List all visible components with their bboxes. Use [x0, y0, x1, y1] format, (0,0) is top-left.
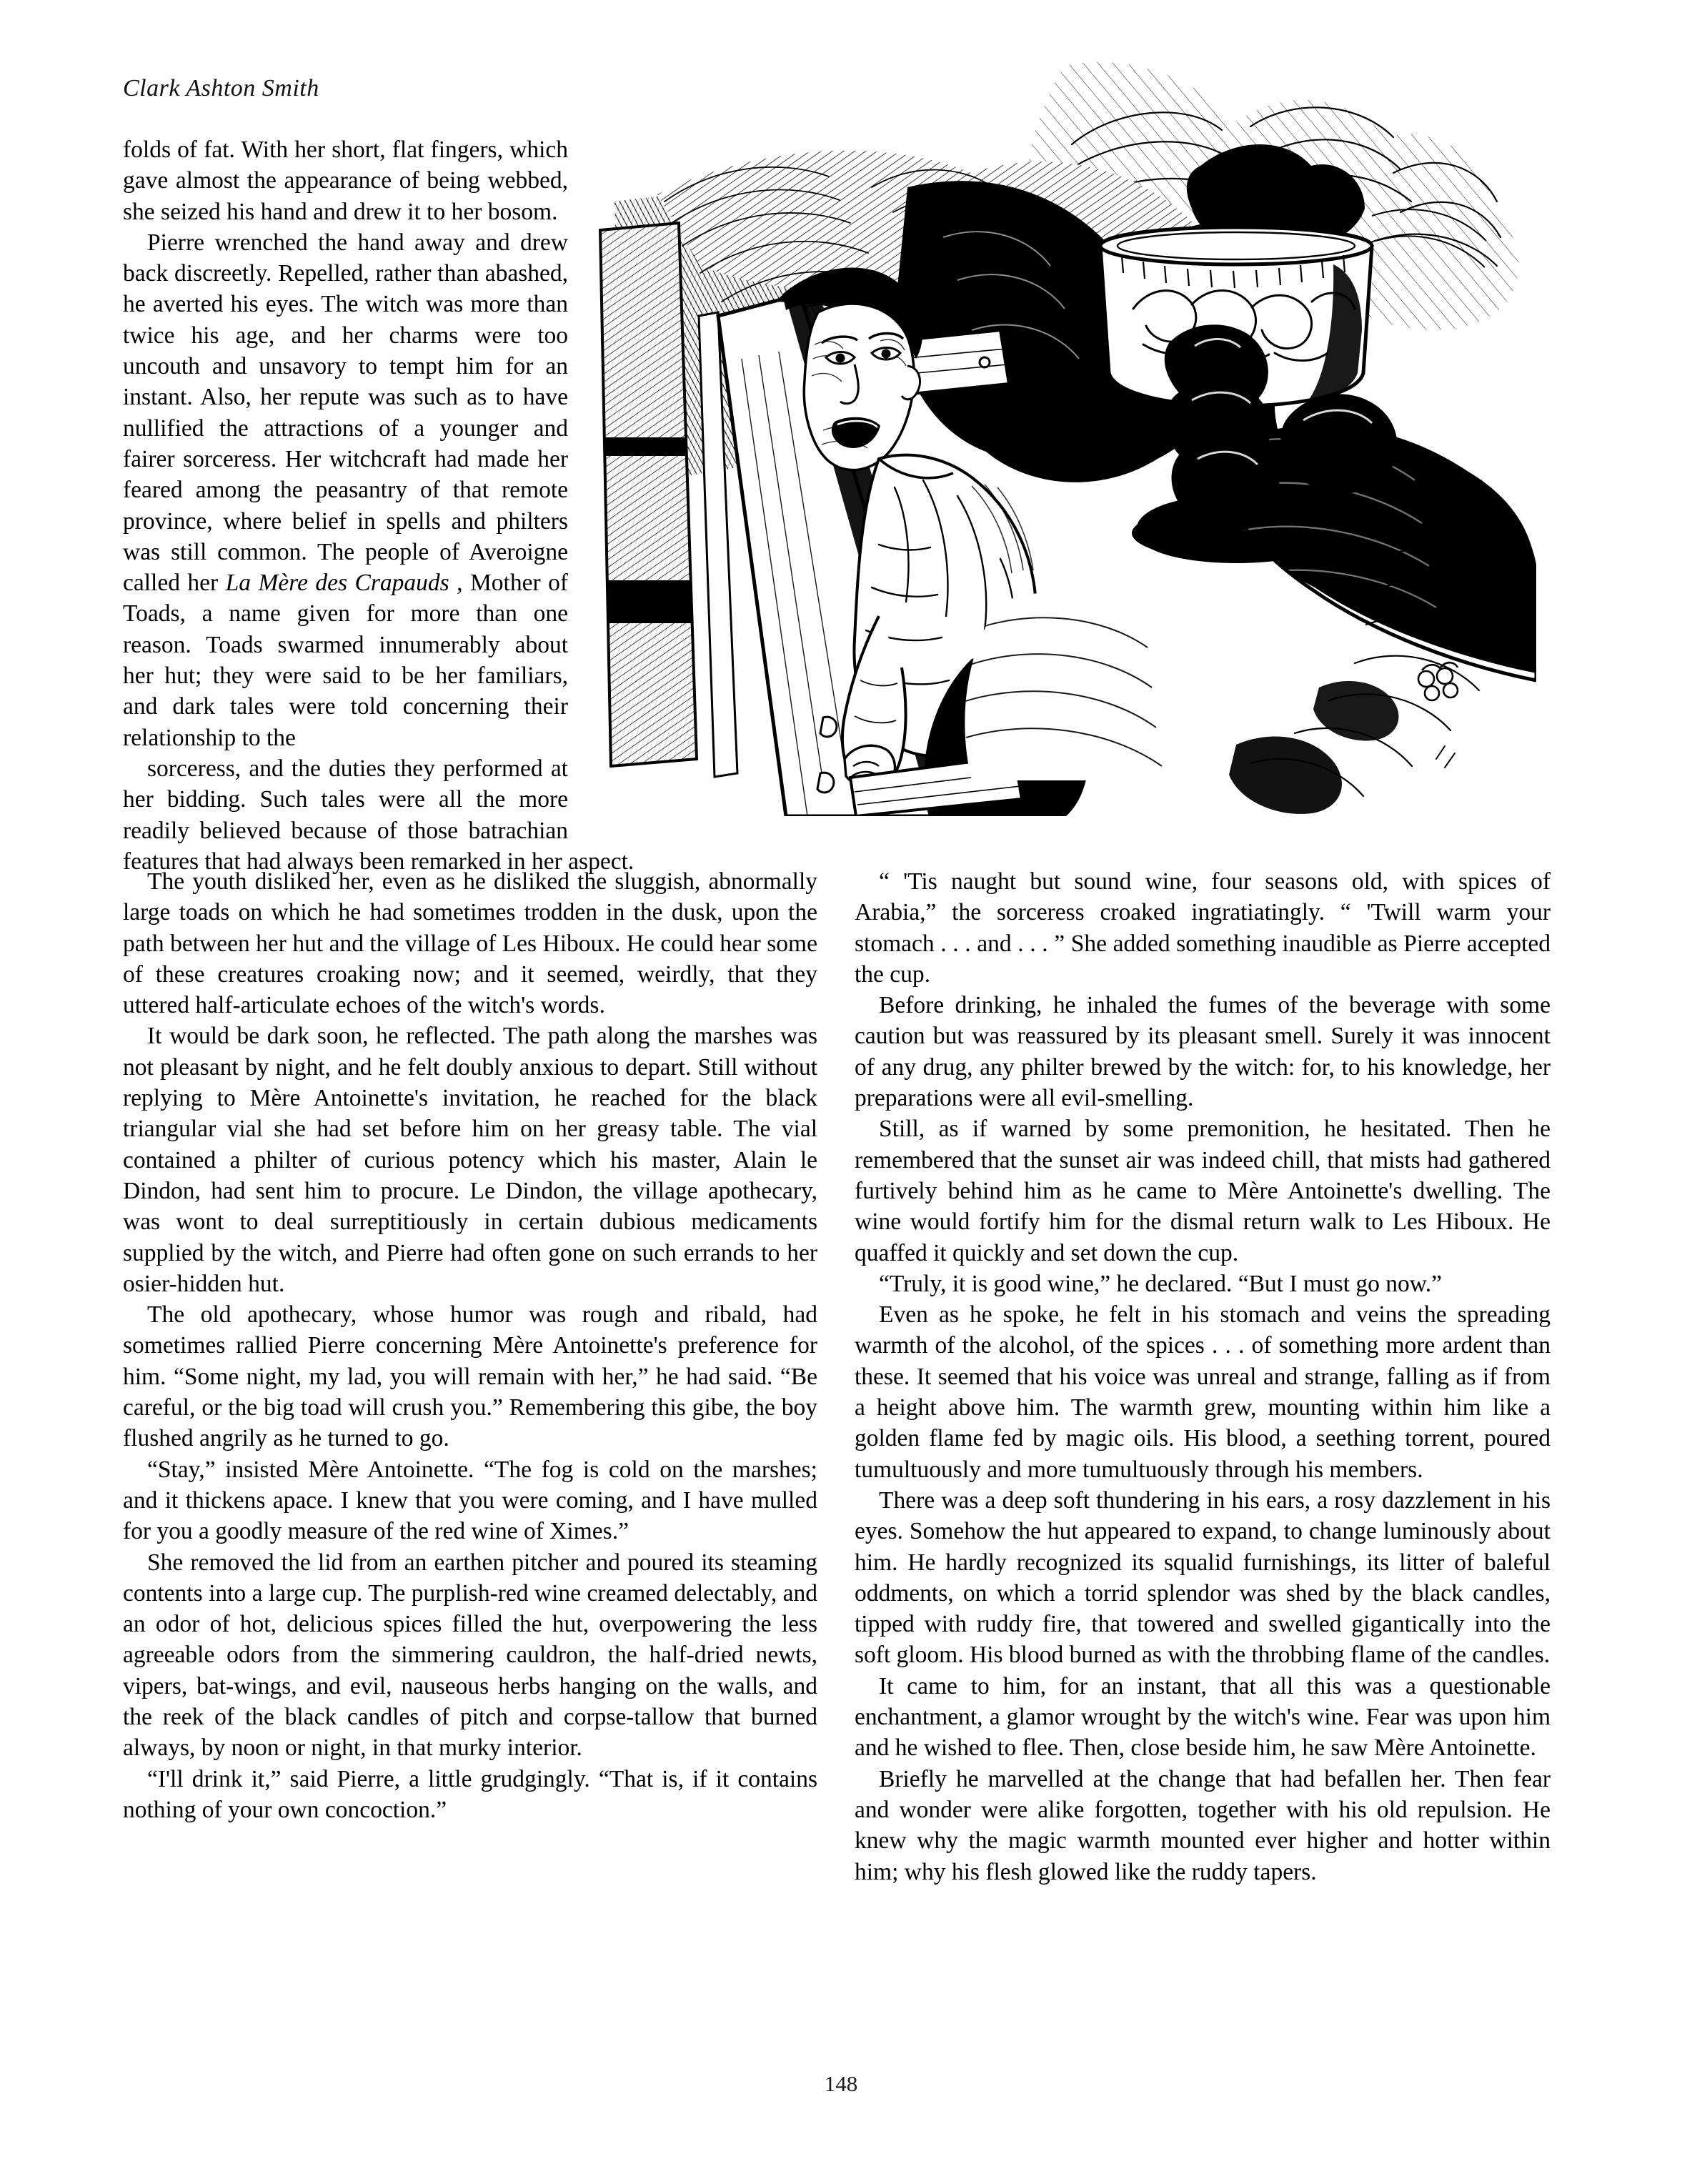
- right-text-column: [855, 866, 1551, 1887]
- paragraph-dark-soon: It would be dark soon, he reflected. The path along the marshes was not pleasant by night, and he felt doubly anxious to depart. Still without replying to Mère Antoinette's invitation, he reached for the black triangular vial she had set before him on her greasy table. The vial contained a philter of curious potency which his master, Alain le Dindon, had sent him to procure. Le Dindon, the village apothecary, was wont to deal surreptitiously in certain dubious medicaments supplied by the witch, and Pierre had often gone on such errands to her osier-hidden hut.: [123, 1023, 817, 1297]
- paragraph-tis-naught: “ 'Tis naught but sound wine, four seasons old, with spices of Arabia,” the sorceress croaked ingratiatingly. “ 'Twill warm your stomach . . . and . . . ” She added something inaudible as Pierre accepted the cup.: [855, 868, 1551, 988]
- paragraph-truly-good-wine: “Truly, it is good wine,” he declared. “But I must go now.”: [879, 1270, 1443, 1297]
- para-part-b: , Mother of Toads, a name given for more than one reason. Toads swarmed innumerably about her hut; they were said to be her familiars, and dark tales were told concerning their relationship to the: [123, 570, 568, 751]
- italic-french-title: La Mère des Crapauds: [225, 570, 449, 597]
- paragraph-folds-of-fat: folds of fat. With her short, flat fingers, which gave almost the appearance of being webbed, she seized his hand and drew it to her bosom.: [123, 136, 568, 225]
- paragraph-still-premonition: Still, as if warned by some premonition, he hesitated. Then he remembered that the sunset air was indeed chill, that mists had gathered furtively behind him as he came to Mère Antoinette's dwelling. The wine would fortify him for the dismal return walk to Les Hiboux. He quaffed it quickly and set down the cup.: [855, 1116, 1551, 1266]
- paragraph-stay-insisted: “Stay,” insisted Mère Antoinette. “The fog is cold on the marshes; and it thickens apace. I knew that you were coming, and I have mulled for you a goodly measure of the red wine of Ximes.”: [123, 1456, 817, 1545]
- paragraph-questionable-enchantment: It came to him, for an instant, that all this was a questionable enchantment, a glamor wrought by the witch's wine. Fear was upon him and he wished to flee. Then, close beside him, he saw Mère Antoinette.: [855, 1672, 1551, 1762]
- paragraph-old-apothecary: The old apothecary, whose humor was rough and ribald, had sometimes rallied Pierre concerning Mère Antoinette's preference for him. “Some night, my lad, you will remain with her,” he had said. “Be careful, or the big toad will crush you.” Remembering this gibe, the boy flushed angrily as he turned to go.: [123, 1301, 817, 1452]
- page-number: 148: [824, 2071, 858, 2096]
- para-part-a: Pierre wrenched the hand away and drew back discreetly. Repelled, rather than abashed, he averted his eyes. The witch was more than twice his age, and her charms were too uncouth and unsavory to tempt him for an instant. Also, her repute was such as to have nullified the attractions of a younger and fairer sorceress. Her witchcraft had made her feared among the peasantry of that remote province, where belief in spells and philters was still common. The people of Averoigne called her: [123, 229, 568, 597]
- illustration-float-spacer: [568, 134, 1551, 817]
- paragraph-deep-soft-thundering: There was a deep soft thundering in his ears, a rosy dazzlement in his eyes. Somehow the hut appeared to expand, to change luminously about him. He hardly recognized its squalid furnishings, its litter of baleful oddments, on which a torrid splendor was shed by the black candles, tipped with ruddy fire, that towered and swelled gigantically into the soft gloom. His blood burned as with the throbbing flame of the candles.: [855, 1486, 1551, 1669]
- paragraph-briefly-marvelled: Briefly he marvelled at the change that had befallen her. Then fear and wonder were alike forgotten, together with his old repulsion. He knew why the magic warmth mounted ever higher and hotter within him; why his flesh glowed like the ruddy tapers.: [855, 1765, 1551, 1885]
- paragraph-sorceress-continuation: sorceress, and the duties they performed at her bidding. Such tales were all the more readily believed because of those batrachian features that had always been remarked in her aspect.: [123, 755, 635, 875]
- left-text-column: [123, 866, 817, 1825]
- text-wrap-region: [123, 134, 1551, 877]
- paragraph-ill-drink-it: “I'll drink it,” said Pierre, a little grudgingly. “That is, if it contains nothing of your own concoction.”: [123, 1765, 817, 1823]
- running-head-author: Clark Ashton Smith: [123, 75, 319, 101]
- paragraph-youth-disliked: The youth disliked her, even as he disliked the sluggish, abnormally large toads on which he had sometimes trodden in the dusk, upon the path between her hut and the village of Les Hiboux. He could hear some of these creatures croaking now; and it seemed, weirdly, that they uttered half-articulate echoes of the witch's words.: [123, 868, 817, 1019]
- paragraph-even-as-he-spoke: Even as he spoke, he felt in his stomach and veins the spreading warmth of the alcohol, of the spices . . . of something more ardent than these. It seemed that his voice was unreal and strange, falling as if from a height above him. The warmth grew, mounting within him like a golden flame fed by magic oils. His blood, a seething torrent, poured tumultuously and more tumultuously through his members.: [855, 1301, 1551, 1483]
- paragraph-she-removed-lid: She removed the lid from an earthen pitcher and poured its steaming contents into a large cup. The purplish-red wine creamed delectably, and an odor of hot, delicious spices filled the hut, overpowering the less agreeable odors from the simmering cauldron, the half-dried newts, vipers, bat-wings, and evil, nauseous herbs hanging on the walls, and the reek of the black candles of pitch and corpse-tallow that burned always, by noon or night, in that murky interior.: [123, 1549, 817, 1762]
- paragraph-before-drinking: Before drinking, he inhaled the fumes of the beverage with some caution but was reassured by its pleasant smell. Surely it was innocent of any drug, any philter brewed by the witch: for, to his knowledge, her preparations were all evil-smelling.: [855, 992, 1551, 1112]
